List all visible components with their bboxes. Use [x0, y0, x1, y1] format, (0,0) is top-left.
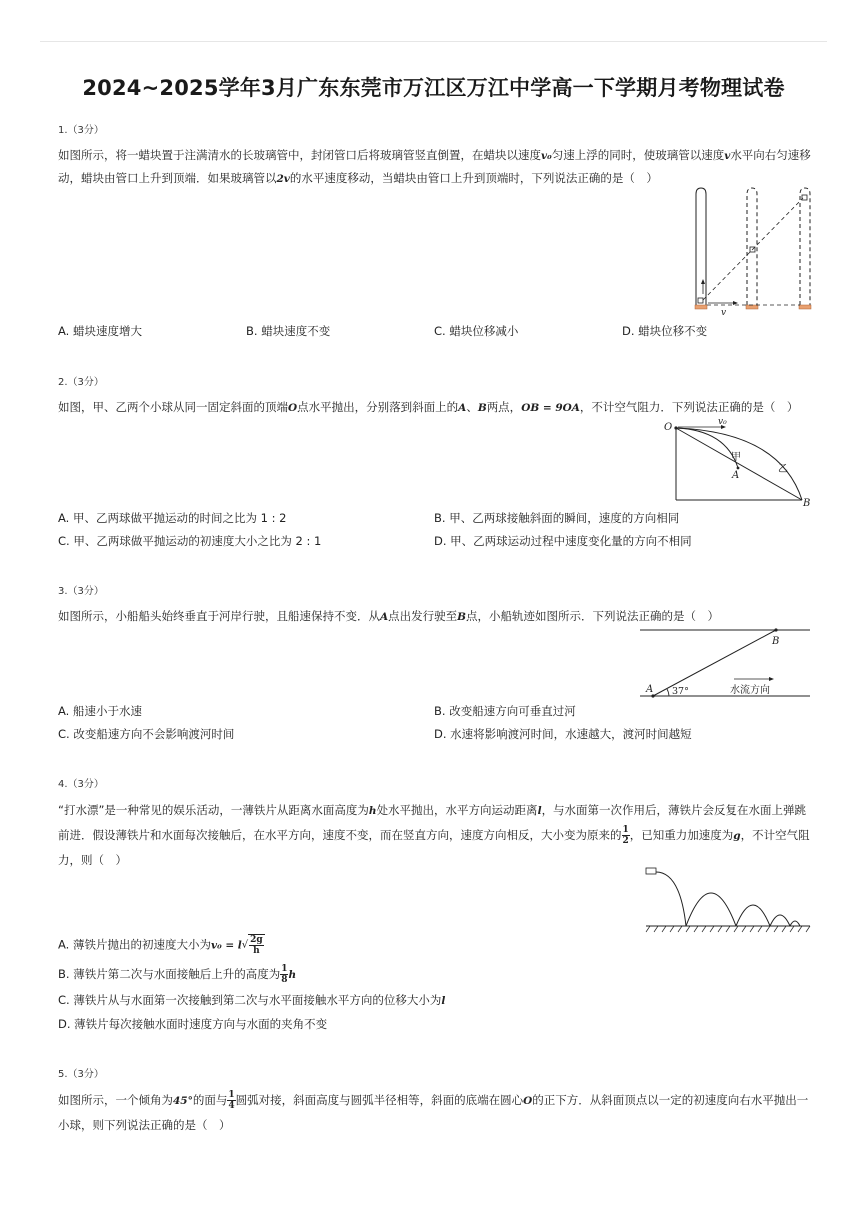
q3-option-d[interactable]: D. 水速将影响渡河时间，水速越大，渡河时间越短 — [434, 727, 692, 741]
question-3-head: 3.（3分） — [58, 586, 104, 597]
q4-text-4: ，已知重力加速度为 — [629, 828, 734, 842]
q4-text-5: ，不计空气阻力，则（ ） — [58, 828, 810, 867]
q4-option-b-text: B. 薄铁片第二次与水面接触后上升的高度为 — [58, 967, 281, 981]
q1-text-4: 的水平速度移动，当蜡块由管口上升到顶端时，下列说法正确的是（ ） — [289, 171, 658, 185]
top-divider — [40, 41, 827, 42]
q4-text-1: “打水漂”是一种常见的娱乐活动，一薄铁片从距离水面高度为 — [58, 803, 369, 817]
q4-option-a-formula: v₀ = l — [210, 939, 242, 952]
q3-label-b: B — [772, 636, 780, 647]
q2-sym-a: A — [458, 402, 467, 414]
question-1-text — [58, 144, 814, 190]
q3-text-2: 点出发行驶至 — [388, 609, 458, 623]
question-3 — [58, 582, 814, 597]
question-2 — [58, 373, 814, 388]
q2-text-4: 两点， — [486, 400, 522, 414]
q1-sym-2v: 2v — [276, 173, 290, 185]
q2-label-a: A — [732, 470, 740, 481]
q4-sym-l: l — [537, 805, 542, 817]
q2-text-3: 、 — [466, 400, 478, 414]
q1-option-a[interactable]: A. 蜡块速度增大 — [58, 324, 142, 338]
q4-option-d[interactable]: D. 薄铁片每次接触水面时速度方向与水面的夹角不变 — [58, 1017, 328, 1031]
q4-sym-g: g — [733, 830, 741, 842]
q2-option-d[interactable]: D. 甲、乙两球运动过程中速度变化量的方向不相同 — [434, 534, 692, 548]
q1-option-c[interactable]: C. 蜡块位移减小 — [434, 324, 519, 338]
question-5-text — [58, 1088, 814, 1137]
q2-option-b[interactable]: B. 甲、乙两球接触斜面的瞬间，速度的方向相同 — [434, 511, 680, 525]
q5-text-3: 圆弧对接，斜面高度与圆弧半径相等，斜面的底端在圆心 — [235, 1093, 524, 1107]
q2-text-1: 如图，甲、乙两个小球从同一固定斜面的顶端 — [58, 400, 288, 414]
q1-text-1: 如图所示，将一蜡块置于注满清水的长玻璃管中，封闭管口后将玻璃管竖直倒置，在蜡块以速度 — [58, 148, 541, 162]
question-2-head: 2.（3分） — [58, 377, 104, 388]
q2-text-2: 点水平抛出，分别落到斜面上的 — [297, 400, 459, 414]
q3-sym-a: A — [380, 611, 389, 623]
question-4-head: 4.（3分） — [58, 779, 104, 790]
q4-option-b-fraction: $\frac{1}{8}$ — [281, 964, 288, 985]
q4-sym-h: h — [368, 805, 377, 817]
q2-figure-incline — [660, 414, 815, 509]
q4-text-3: ，与水面第一次作用后，薄铁片会反复在水面上弹跳前进．假设薄铁片和水面每次接触后，在水平方向，速度不变，而在竖直方向，速度方向相反，大小变为原来的 — [58, 803, 807, 842]
q3-label-flow: 水流方向 — [730, 685, 770, 696]
question-4-text — [58, 798, 814, 872]
q1-figure-glass-tube — [690, 186, 815, 316]
q2-label-jia: 甲 — [731, 452, 741, 463]
q2-label-yi: 乙 — [778, 464, 788, 475]
q3-figure-river — [636, 622, 814, 700]
q4-option-c[interactable] — [58, 992, 445, 1008]
question-1 — [58, 121, 814, 136]
q2-option-a[interactable]: A. 甲、乙两球做平抛运动的时间之比为 1 : 2 — [58, 511, 287, 525]
q4-option-c-sym: l — [441, 995, 446, 1007]
q2-label-b: B — [803, 498, 811, 509]
q4-option-a-text: A. 薄铁片抛出的初速度大小为 — [58, 937, 211, 952]
q3-label-angle: 37° — [672, 686, 689, 697]
q5-text-2: 的面与 — [192, 1093, 228, 1107]
question-5 — [58, 1065, 814, 1080]
q5-text-1: 如图所示，一个倾角为 — [58, 1093, 173, 1107]
question-5-head: 5.（3分） — [58, 1069, 104, 1080]
q1-text-3: 水平向右匀速移动，蜡块由管口上升到顶端．如果玻璃管以 — [58, 148, 811, 185]
q3-text-3: 点，小船轨迹如图所示．下列说法正确的是（ ） — [466, 609, 720, 623]
q3-label-a: A — [646, 684, 654, 695]
q2-sym-b: B — [477, 402, 487, 414]
q5-sym-45: 45° — [173, 1095, 193, 1107]
q3-text-1: 如图所示，小船船头始终垂直于河岸行驶，且船速保持不变．从 — [58, 609, 380, 623]
q4-option-c-text: C. 薄铁片从与水面第一次接触到第二次与水平面接触水平方向的位移大小为 — [58, 993, 442, 1007]
q4-option-a-sqrt: √ $\frac{2g}{h}$ — [241, 935, 263, 956]
q5-sym-o: O — [523, 1095, 533, 1107]
q4-fraction-half: $\frac{1}{2}$ — [622, 825, 629, 846]
q5-fraction-quarter: $\frac{1}{4}$ — [228, 1090, 235, 1111]
q4-text-2: 处水平抛出，水平方向运动距离 — [376, 803, 538, 817]
q1-option-d[interactable]: D. 蜡块位移不变 — [622, 324, 708, 338]
q2-text-5: ，不计空气阻力．下列说法正确的是（ ） — [579, 400, 799, 414]
q4-option-a[interactable] — [58, 934, 265, 956]
q2-label-o: O — [664, 422, 673, 433]
q3-option-c[interactable]: C. 改变船速方向不会影响渡河时间 — [58, 727, 235, 741]
q1-text-2: 匀速上浮的同时，使玻璃管以速度 — [551, 148, 725, 162]
page-title: 2024~2025学年3月广东东莞市万江区万江中学高一下学期月考物理试卷 — [82, 76, 785, 100]
question-4 — [58, 775, 814, 790]
q2-label-v0: v₀ — [718, 417, 727, 427]
q3-option-a[interactable]: A. 船速小于水速 — [58, 704, 142, 718]
q4-option-b[interactable] — [58, 964, 296, 985]
q1-label-v: v — [721, 308, 727, 316]
q5-text-4: 的正下方．从斜面顶点以一定的初速度向右水平抛出一小球，则下列说法正确的是（ ） — [58, 1093, 809, 1132]
q3-option-b[interactable]: B. 改变船速方向可垂直过河 — [434, 704, 576, 718]
q2-option-c[interactable]: C. 甲、乙两球做平抛运动的初速度大小之比为 2 : 1 — [58, 534, 322, 548]
q3-sym-b: B — [457, 611, 467, 623]
q1-sym-v: v — [724, 150, 731, 162]
q4-option-b-sym: h — [288, 969, 297, 981]
q1-sym-v0: v₀ — [541, 150, 552, 162]
q1-option-b[interactable]: B. 蜡块速度不变 — [246, 324, 331, 338]
q4-figure-stone-skipping — [640, 862, 814, 934]
q2-sym-ob: OB = 9OA — [521, 402, 580, 414]
q2-sym-o: O — [288, 402, 298, 414]
question-1-head: 1.（3分） — [58, 125, 104, 136]
